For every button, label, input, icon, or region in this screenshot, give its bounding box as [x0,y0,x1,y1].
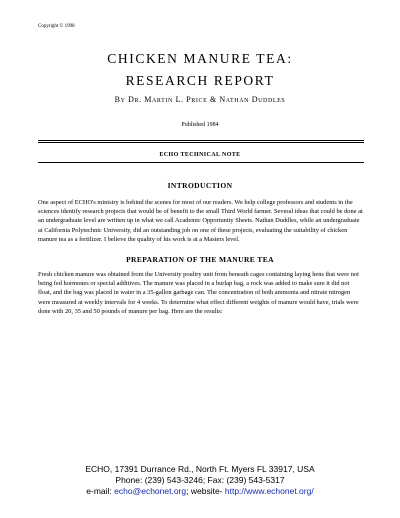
footer-address: ECHO, 17391 Durrance Rd., North Ft. Myers FL 33917, USA [85,464,315,474]
tech-note-label: ECHO TECHNICAL NOTE [159,152,241,158]
divider-top [38,140,364,141]
website-prefix: ; website- [186,486,225,496]
introduction-paragraph: One aspect of ECHO's ministry is behind the scenes for most of our readers. We help college professors and students in the sciences identify research projects that would be of benefit to the small Third World farmer. Several ideas that could be done at an undergraduate level are written up in what we call Academic Opportunity Sheets. Nathan Duddles, while an undergraduate at California Polytechnic University, did an outstanding job on one of these projects, evaluating the suitability of chicken manure tea as a fertilizer. I believe the quality of his work is at a Masters level. [38,199,363,243]
email-link[interactable]: echo@echonet.org [114,486,187,496]
divider-bottom [38,162,364,163]
section-heading-introduction: INTRODUCTION [167,181,233,190]
report-title-line-2: RESEARCH REPORT [125,73,275,88]
copyright-notice: Copyright © 1998 [38,24,75,29]
footer-contact [0,486,400,497]
authors-byline: By Dr. Martin L. Price & Nathan Duddles [114,95,286,104]
footer-phone: Phone: (239) 543-3246; Fax: (239) 543-5317 [115,475,285,485]
report-title-line-1: CHICKEN MANURE TEA: [107,51,293,66]
email-prefix: e-mail: [86,486,115,496]
published-date: Published 1984 [181,122,219,128]
divider-top-double [38,142,364,143]
website-link[interactable]: http://www.echonet.org/ [224,486,314,496]
section-heading-preparation: PREPARATION OF THE MANURE TEA [126,255,274,264]
preparation-paragraph: Fresh chicken manure was obtained from the University poultry unit from beneath cages containing laying hens that were not being fed hormones or special additives. The manure was placed in a burlap bag, a rock was added to make sure it did not float, and the bag was placed in water in a 35-gallon garbage can. The concentration of both ammonia and nitrate nitrogen were measured at weekly intervals for 4 weeks. To determine what effect different weights of manure would have, trials were done with 20, 35 and 50 pounds of manure per bag. Here are the results: [38,271,359,315]
